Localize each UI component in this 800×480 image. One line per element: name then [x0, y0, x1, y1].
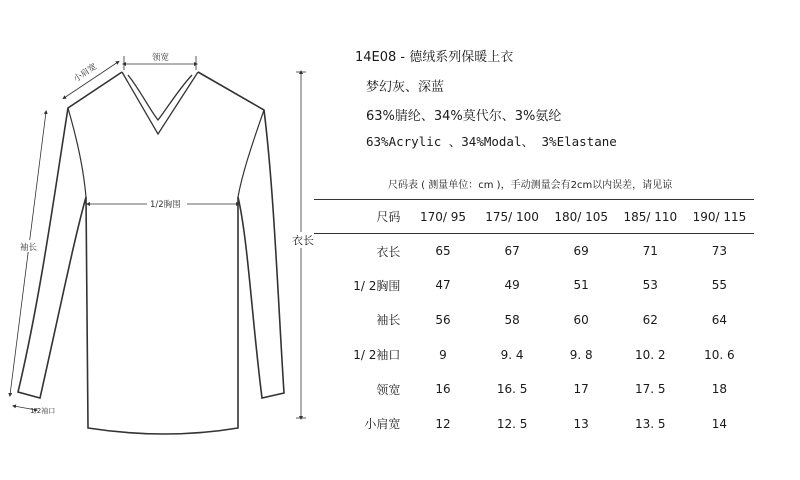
table-cell: 67: [504, 244, 520, 259]
table-cell: 17: [573, 382, 589, 397]
table-cell: 64: [711, 312, 728, 327]
collar-width-label: 领宽: [152, 53, 170, 63]
half-chest-label: 1/2胸围: [150, 200, 181, 210]
table-row: [314, 268, 754, 303]
garment-sketch: [0, 0, 320, 480]
fabric-composition-en: 63%Acrylic 、34%Modal、 3%Elastane: [366, 134, 617, 149]
table-cell: 73: [711, 244, 728, 259]
table-cell: 53: [642, 278, 658, 293]
size-header-label: 尺码: [314, 200, 408, 234]
size-header-row: [314, 200, 754, 234]
table-cell: 16. 5: [496, 382, 528, 397]
shoulder-label: 小肩宽: [72, 61, 99, 85]
table-cell: 71: [642, 244, 658, 259]
table-cell: 9. 4: [500, 347, 524, 362]
table-cell: 17. 5: [635, 382, 666, 397]
table-row: [314, 234, 754, 269]
table-cell: 10. 6: [704, 347, 735, 362]
table-cell: 60: [573, 312, 589, 327]
body-length-label: 衣长: [292, 234, 314, 247]
table-cell: 13: [573, 416, 589, 431]
size-table: [314, 199, 754, 441]
table-cell: 58: [504, 312, 520, 327]
size-table-note: 尺码表 ( 测量单位：cm )，手动测量会有2cm以内误差，请见谅: [388, 180, 673, 191]
row-label: 1/ 2袖口: [353, 348, 401, 363]
row-label: 衣长: [376, 244, 401, 259]
table-row: [314, 406, 754, 441]
table-cell: 9: [439, 347, 447, 362]
table-row: [314, 303, 754, 338]
table-cell: 49: [504, 278, 520, 293]
size-header-cell: 190/ 115: [685, 200, 754, 234]
half-cuff-label: 1/2袖口: [30, 407, 56, 415]
table-cell: 47: [435, 278, 451, 293]
table-cell: 14: [711, 416, 728, 431]
size-header-cell: 185/ 110: [616, 200, 685, 234]
product-code-title: 14E08 - 德绒系列保暖上衣: [355, 50, 514, 65]
table-cell: 65: [435, 244, 451, 259]
table-cell: 51: [573, 278, 589, 293]
sleeve-length-label: 袖长: [20, 243, 38, 253]
table-cell: 18: [711, 382, 728, 397]
row-label: 1/ 2胸围: [353, 278, 401, 293]
table-cell: 56: [435, 312, 451, 327]
table-cell: 12: [435, 416, 451, 431]
table-row: [314, 372, 754, 407]
product-colors: 梦幻灰、深蓝: [366, 80, 445, 95]
table-cell: 13. 5: [635, 416, 666, 431]
table-cell: 10. 2: [635, 347, 666, 362]
row-label: 袖长: [376, 313, 401, 328]
table-row: [314, 337, 754, 372]
table-cell: 62: [642, 312, 658, 327]
row-label: 领宽: [376, 382, 401, 397]
size-header-cell: 175/ 100: [478, 200, 547, 234]
row-label: 小肩宽: [364, 417, 401, 432]
sleeve-length-line: [10, 112, 46, 395]
table-cell: 69: [573, 244, 589, 259]
size-header-cell: 180/ 105: [547, 200, 616, 234]
table-cell: 16: [435, 382, 451, 397]
sweater-outline: [18, 72, 284, 434]
table-cell: 9. 8: [569, 347, 593, 362]
size-header-cell: 170/ 95: [408, 200, 477, 234]
fabric-composition-cn: 63%腈纶、34%莫代尔、3%氨纶: [366, 109, 562, 124]
table-cell: 12. 5: [496, 416, 528, 431]
table-cell: 55: [711, 278, 728, 293]
v-neck-outline: [122, 72, 198, 134]
